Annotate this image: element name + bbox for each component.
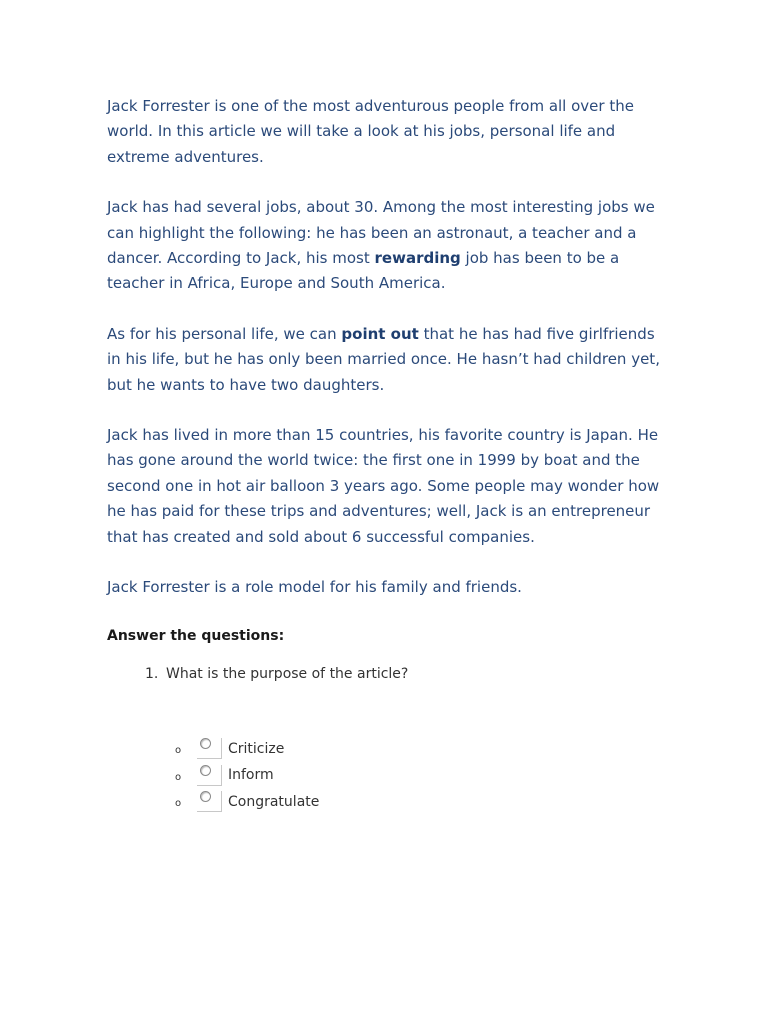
article-paragraph-3 [107,322,668,398]
option-label: Criticize [228,740,285,757]
option-criticize[interactable] [175,736,668,763]
list-bullet: o [175,745,182,757]
article-paragraph-4: Jack has lived in more than 15 countries, his favorite country is Japan. He has gone around the world twice: the first one in 1999 by boat and the second one in hot air balloon 3 years ago. Some people may wonder how he has paid for these trips and adventures; well, Jack is an entrepreneur that has created and sold about 6 successful companies. [107,426,660,546]
list-bullet: o [175,798,182,810]
paragraph-3-text-start: As for his personal life, we can [107,324,342,343]
radio-button-icon[interactable] [200,791,211,802]
answer-options [175,736,668,816]
article-paragraph-5: Jack Forrester is a role model for his family and friends. [107,578,522,597]
list-bullet: o [175,771,182,783]
radio-button-icon[interactable] [200,738,211,749]
radio-box[interactable] [197,738,222,759]
radio-box[interactable] [197,765,222,786]
article-paragraph-1: Jack Forrester is one of the most adventurous people from all over the world. In this article we will take a look at his jobs, personal life and extreme adventures. [107,97,634,166]
radio-button-icon[interactable] [200,765,211,776]
question-text: What is the purpose of the article? [166,665,409,682]
paragraph-2-text-start: Jack has had several jobs, about 30. Among the most interesting jobs we can highlight the following: he has been an astronaut, a teacher and a dancer. According to Jack, his most [107,198,655,268]
paragraph-3-text-end: that he has had five girlfriends in his life, but he has only been married once. He hasn’t had children yet, but he wants to have two daughters. [107,324,660,394]
option-label: Inform [228,767,274,784]
option-label: Congratulate [228,793,320,810]
question-1 [145,664,668,684]
highlight-rewarding: rewarding [374,249,461,268]
article-paragraph-2 [107,195,668,297]
question-number: 1. [145,665,159,682]
questions-heading: Answer the questions: [107,627,285,644]
paragraph-2-text-end: job has been to be a teacher in Africa, Europe and South America. [107,249,620,293]
article [107,94,668,601]
highlight-point-out: point out [341,324,419,343]
option-inform[interactable] [175,762,668,789]
radio-box[interactable] [197,791,222,812]
option-congratulate[interactable] [175,789,668,816]
